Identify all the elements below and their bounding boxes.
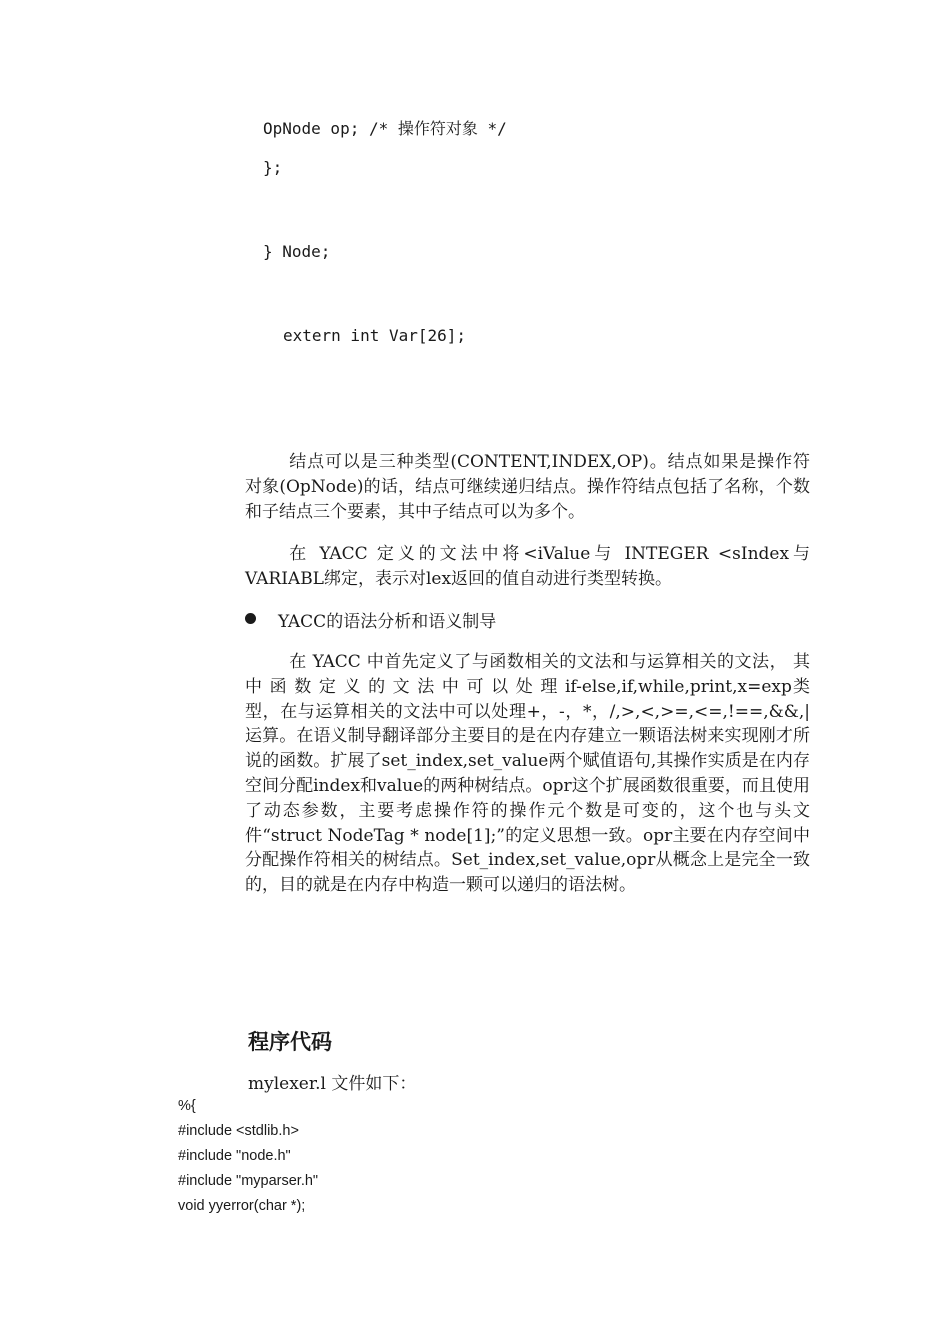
paragraph-yacc-semantics: 在 YACC 中首先定义了与函数相关的文法和与运算相关的文法， 其 中 函 数 定 义 的 文 法 中 可 以 处 理 if-else,if,while,print,x=exp类型，在与运算相关的文法中可以处理+，-，*，/,>,<,>=,<=,!==,&&,|运算。在语义制导翻译部分主要目的是在内存建立一颗语法树来实现刚才所说的函数。扩展了set_index,set_value两个赋值语句,其操作实质是在内存空间分配index和value的两种树结点。opr这个扩展函数很重要，而且使用了动态参数，主要考虑操作符的操作元个数是可变的，这个也与头文件“struct NodeTag * node[1];”的定义思想一致。opr主要在内存空间中分配操作符相关的树结点。Set_index,set_value,opr从概念上是完全一致的，目的就是在内存中构造一颗可以递归的语法树。 — [245, 652, 810, 896]
code-line-include-parser: #include "myparser.h" — [178, 1173, 319, 1189]
code-line-opnode: OpNode op; /* 操作符对象 */ — [263, 119, 507, 138]
paragraph-yacc-binding: 在 YACC 定义的文法中将<iValue与 INTEGER <sIndex与 VARIABL绑定，表示对lex返回的值自动进行类型转换。 — [245, 544, 810, 589]
section-heading: 程序代码 — [248, 1030, 332, 1054]
code-line-struct-close: }; — [263, 158, 283, 177]
code-line-include-stdlib: #include <stdlib.h> — [178, 1123, 299, 1139]
bullet-icon — [245, 613, 256, 624]
code-line-open: %{ — [178, 1098, 196, 1114]
code-line-extern-var: extern int Var[26]; — [283, 326, 467, 345]
code-line-node-typedef: } Node; — [263, 242, 331, 261]
paragraph-node-types: 结点可以是三种类型(CONTENT,INDEX,OP)。结点如果是操作符对象(OpNode)的话，结点可继续递归结点。操作符结点包括了名称，个数和子结点三个要素，其中子结点可以为多个。 — [245, 452, 810, 522]
code-line-yyerror: void yyerror(char *); — [178, 1198, 306, 1214]
section-intro: mylexer.l 文件如下： — [248, 1074, 417, 1094]
bullet-heading: YACC的语法分析和语义制导 — [278, 612, 497, 632]
code-line-include-node: #include "node.h" — [178, 1148, 291, 1164]
